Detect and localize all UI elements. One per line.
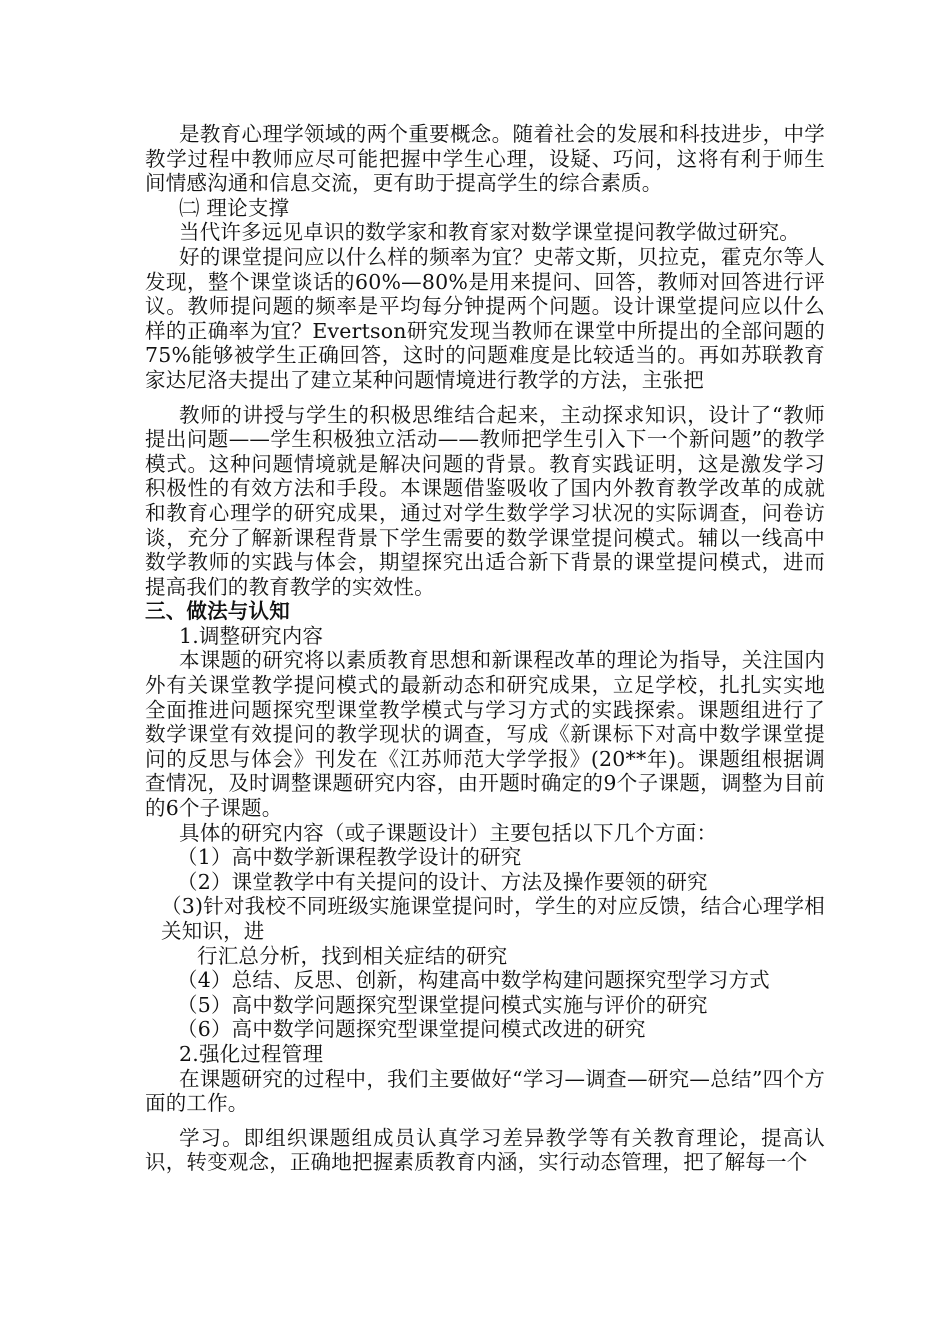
document-body <box>145 122 825 1175</box>
paragraph-theory-intro: 当代许多远见卓识的数学家和教育家对数学课堂提问教学做过研究。 <box>179 220 800 245</box>
paragraph-study: 学习。即组织课题组成员认真学习差异教学等有关教育理论，提高认识，转变观念，正确地把握素质教育内涵，实行动态管理，把了解每一个 <box>145 1125 825 1175</box>
list-item-5: （5）高中数学问题探究型课堂提问模式实施与评价的研究 <box>177 992 708 1017</box>
list-item-3: （3)针对我校不同班级实施课堂提问时，学生的对应反馈，结合心理学相关知识，进 <box>161 894 825 943</box>
list-item-6: （6）高中数学问题探究型课堂提问模式改进的研究 <box>177 1017 646 1042</box>
list-item-3-continued: 行汇总分析，找到相关症结的研究 <box>197 943 508 968</box>
list-item-1: （1）高中数学新课程教学设计的研究 <box>177 845 522 870</box>
section-heading-practice: 三、做法与认知 <box>145 599 290 624</box>
subheading-process-management: 2.强化过程管理 <box>179 1041 324 1066</box>
paragraph-research-content: 本课题的研究将以素质教育思想和新课程改革的理论为指导，关注国内外有关课堂教学提问模式的最新动态和研究成果，立足学校，扎扎实实地全面推进问题探究型课堂教学模式与学习方式的实践探索。课题组进行了数学课堂有效提问的教学现状的调查，写成《新课标下对高中数学课堂提问的反思与体会》刊发在《江苏师范大学学报》(20**年)。课题组根据调查情况，及时调整课题研究内容，由开题时确定的9个子课题，调整为目前的6个子课题。 <box>145 648 825 821</box>
paragraph-teaching-mode: 教师的讲授与学生的积极思维结合起来，主动探求知识，设计了“教师提出问题——学生积极独立活动——教师把学生引入下一个新问题”的教学模式。这种问题情境就是解决问题的背景。教育实践证明，这是激发学习积极性的有效方法和手段。本课题借鉴吸收了国内外教育教学改革的成就和教育心理学的研究成果，通过对学生数学学习状况的实际调查，问卷访谈，充分了解新课程背景下学生需要的数学课堂提问模式。辅以一线高中数学教师的实践与体会，期望探究出适合新下背景的课堂提问模式，进而提高我们的教育教学的实效性。 <box>145 402 825 599</box>
paragraph-question-frequency: 好的课堂提问应以什么样的频率为宜？史蒂文斯，贝拉克，霍克尔等人发现，整个课堂谈话的60%—80%是用来提问、回答，教师对回答进行评议。教师提问题的频率是平均每分钟提两个问题。设计课堂提问应以什么样的正确率为宜？Evertson研究发现当教师在课堂中所提出的全部问题的75%能够被学生正确回答，这时的问题难度是比较适当的。再如苏联教育家达尼洛夫提出了建立某种问题情境进行教学的方法，主张把 <box>145 244 825 392</box>
list-item-2: （2）课堂教学中有关提问的设计、方法及操作要领的研究 <box>177 869 708 894</box>
paragraph-research-list-intro: 具体的研究内容（或子课题设计）主要包括以下几个方面： <box>179 820 718 845</box>
subheading-adjust-content: 1.调整研究内容 <box>179 623 324 648</box>
paragraph-intro: 是教育心理学领域的两个重要概念。随着社会的发展和科技进步，中学教学过程中教师应尽可能把握中学生心理，设疑、巧问，这将有利于师生间情感沟通和信息交流，更有助于提高学生的综合素质。 <box>145 122 825 196</box>
section-heading-theory: ㈡ 理论支撑 <box>179 195 290 220</box>
paragraph-process-work: 在课题研究的过程中，我们主要做好“学习—调查—研究—总结”四个方面的工作。 <box>145 1066 825 1116</box>
list-item-4: （4）总结、反思、创新，构建高中数学构建问题探究型学习方式 <box>177 968 770 993</box>
